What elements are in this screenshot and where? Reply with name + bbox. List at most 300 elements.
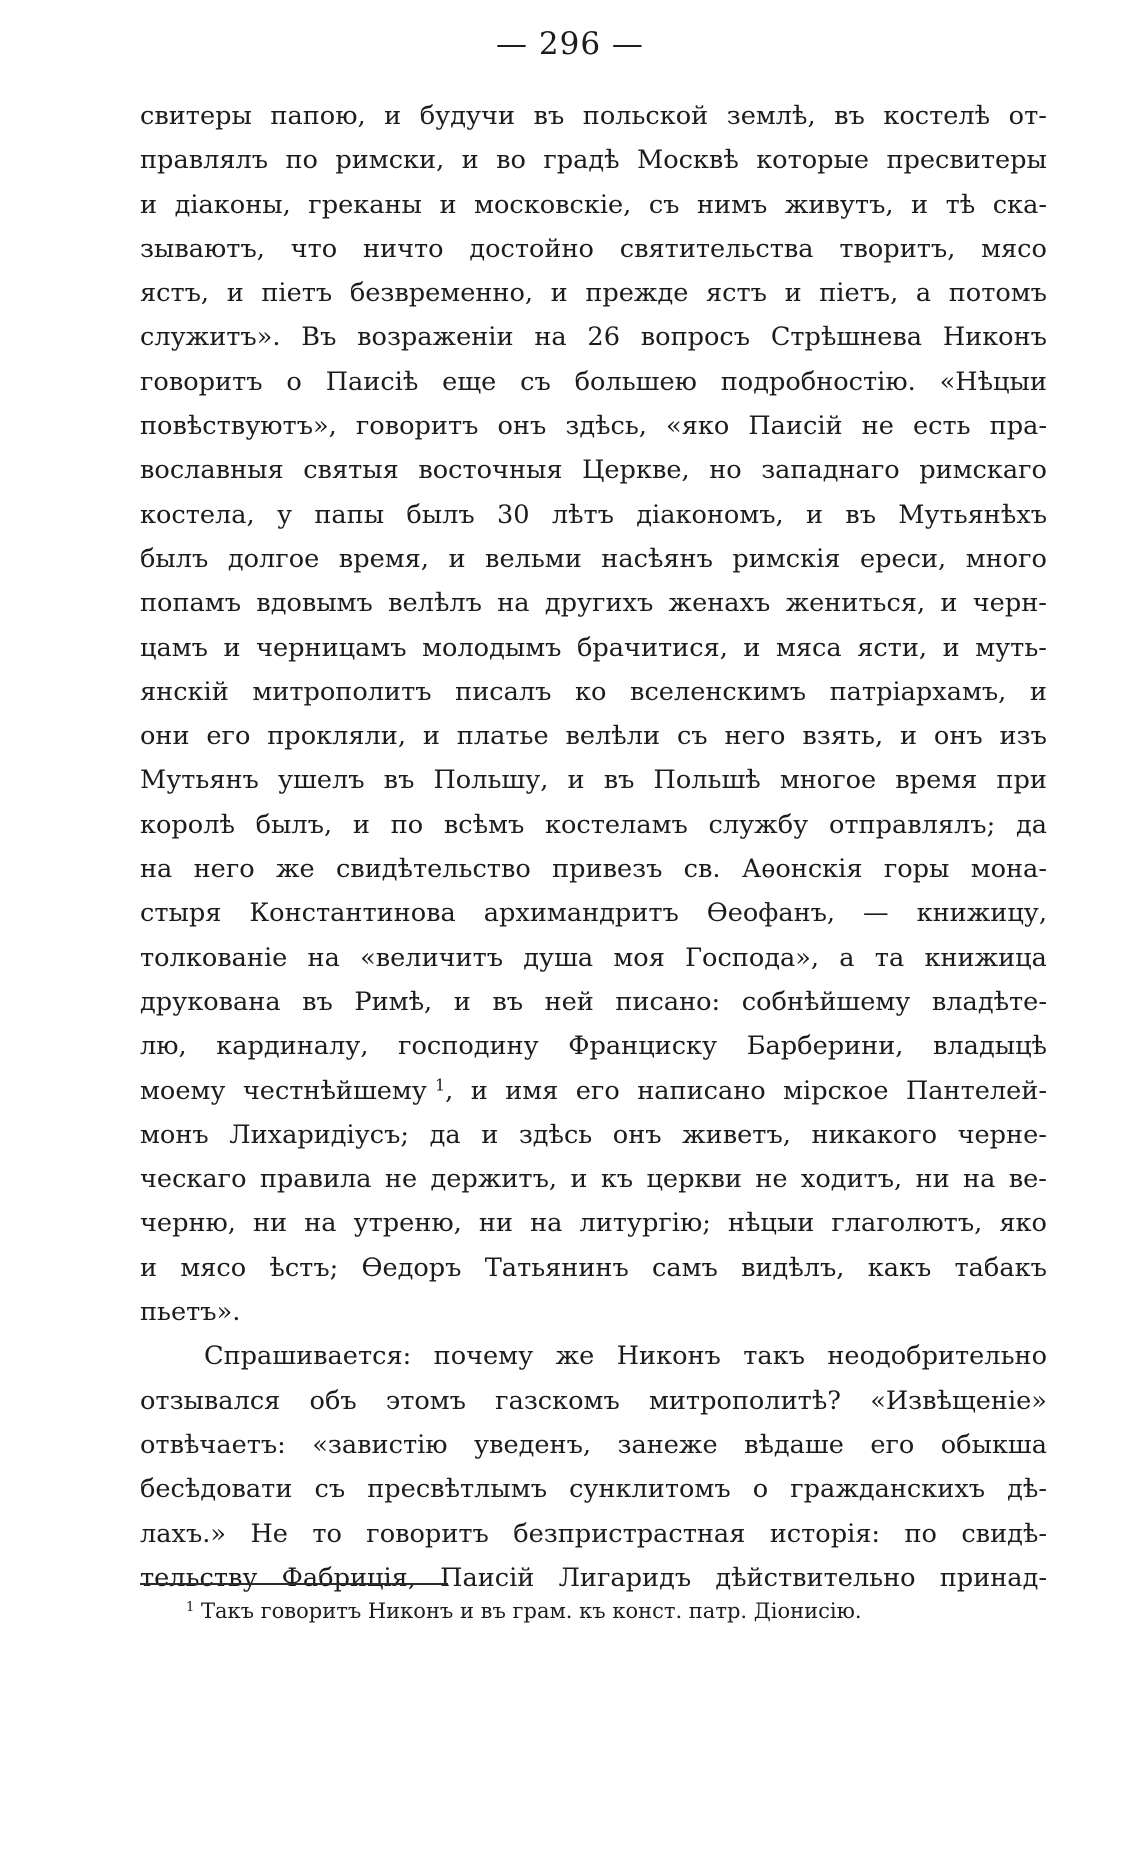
word: мірское: [783, 1075, 889, 1106]
word: попамъ: [140, 588, 241, 619]
text-line: [140, 138, 1047, 182]
word: его: [870, 1429, 915, 1460]
word: съ: [676, 721, 708, 752]
word: его: [575, 1075, 620, 1106]
word: на: [530, 1208, 563, 1239]
word: нимъ: [697, 189, 768, 220]
word: подробностію.: [720, 366, 916, 397]
word: на: [497, 588, 530, 619]
word: греканы: [308, 189, 422, 220]
word: такъ: [743, 1341, 805, 1372]
word: Не: [250, 1518, 288, 1549]
text-line: [140, 1113, 1047, 1157]
word: гражданскихъ: [790, 1474, 986, 1505]
word: вославныя: [140, 455, 284, 486]
word: Аѳонскія: [741, 854, 863, 885]
word: Никонъ: [616, 1341, 721, 1372]
word: отправлялъ;: [828, 809, 996, 840]
word: мясо: [981, 233, 1047, 264]
word: Спрашивается:: [204, 1341, 412, 1372]
word: ясти,: [857, 632, 928, 663]
word: время,: [338, 543, 429, 574]
word: Въ: [301, 322, 337, 353]
word: Паисій: [440, 1562, 535, 1593]
word: него: [724, 721, 786, 752]
word: Мутьянѣхъ: [898, 499, 1047, 530]
word: другихъ: [544, 588, 654, 619]
word: діаконы,: [174, 189, 291, 220]
word: на: [534, 322, 567, 353]
word: видѣлъ,: [741, 1252, 845, 1283]
word: «завистію: [312, 1429, 448, 1460]
word: въ: [383, 765, 415, 796]
word: платье: [456, 721, 549, 752]
text-line: [140, 891, 1047, 935]
word: въ: [603, 765, 635, 796]
text-line: [140, 1467, 1047, 1511]
word: велѣлъ: [388, 588, 482, 619]
footnote: [186, 1596, 862, 1626]
body-text: [140, 94, 1047, 1600]
word: ве-: [1008, 1164, 1047, 1195]
word: онъ: [612, 1119, 662, 1150]
word: на: [304, 1208, 337, 1239]
word: ни: [478, 1208, 513, 1239]
word: въ: [302, 986, 333, 1017]
word: не: [755, 1164, 788, 1195]
text-line: [140, 1379, 1047, 1423]
word: свидѣтельство: [335, 854, 531, 885]
word: во: [496, 145, 526, 176]
word: лю,: [140, 1031, 187, 1062]
word: и: [911, 189, 929, 220]
word: газскомъ: [495, 1385, 620, 1416]
word: написано: [637, 1075, 766, 1106]
word: долгое: [227, 543, 320, 574]
word: при: [996, 765, 1047, 796]
word: изъ: [999, 721, 1047, 752]
word: и: [940, 588, 958, 619]
word: говоритъ: [355, 411, 479, 442]
word: Стрѣшнева: [770, 322, 923, 353]
word: римскаго: [919, 455, 1047, 486]
word: 26: [587, 322, 620, 353]
text-line: [140, 493, 1047, 537]
word: Фабриція,: [281, 1562, 416, 1593]
word: святительства: [619, 233, 814, 264]
word: черн-: [972, 588, 1047, 619]
word: правлялъ: [140, 145, 269, 176]
word: мясо: [180, 1252, 247, 1283]
footnote-reference: 1: [435, 1074, 446, 1094]
text-line: [140, 803, 1047, 847]
word: занеже: [617, 1429, 718, 1460]
word: жениться,: [785, 588, 926, 619]
word: горы: [883, 854, 950, 885]
word: дѣйствительно: [715, 1562, 916, 1593]
word: говоритъ: [366, 1518, 489, 1549]
word: привезъ: [552, 854, 663, 885]
word: на: [140, 854, 173, 885]
text-line: [140, 980, 1047, 1024]
text-line: пьетъ».: [140, 1297, 241, 1328]
word: да: [429, 1119, 461, 1150]
word: и: [550, 278, 568, 309]
word: и: [942, 632, 960, 663]
word: «яко: [666, 411, 730, 442]
word: землѣ,: [726, 101, 816, 131]
word: пресвѣтлымъ: [367, 1474, 547, 1505]
word: безвременно,: [349, 278, 534, 309]
word: и: [481, 1119, 499, 1150]
word: что: [290, 233, 338, 264]
word: былъ,: [255, 809, 333, 840]
word: Пантелей-: [905, 1075, 1047, 1106]
word: въ: [492, 986, 524, 1017]
word: митрополитѣ?: [648, 1385, 841, 1416]
word: безпристрастная: [513, 1518, 746, 1549]
word: ческаго: [140, 1164, 247, 1195]
word: толкованіе: [140, 942, 288, 973]
word: достойно: [469, 233, 594, 264]
word: ска-: [992, 189, 1047, 220]
text-line: [140, 360, 1047, 404]
word: какъ: [867, 1252, 932, 1283]
word: о: [286, 366, 302, 397]
word: нѣцыи: [727, 1208, 815, 1239]
word: неодобрительно: [827, 1341, 1047, 1372]
word: не: [384, 1164, 418, 1195]
text-line-with-footnote-ref: [140, 1069, 1047, 1113]
word: брачитися,: [576, 632, 728, 663]
word: Польшу,: [433, 765, 549, 796]
word: западнаго: [761, 455, 900, 486]
word: утреню,: [353, 1208, 462, 1239]
word: черницамъ: [256, 632, 407, 663]
word: въ: [834, 101, 865, 131]
word: свитеры: [140, 101, 252, 131]
word: друкована: [140, 986, 281, 1017]
word: здѣсь,: [565, 411, 647, 442]
word: римски,: [335, 145, 445, 176]
word: моя: [613, 942, 665, 973]
word: него: [193, 854, 255, 885]
text-line: [140, 315, 1047, 359]
word: у: [276, 499, 293, 530]
word: будучи: [419, 101, 515, 131]
word: душа: [523, 942, 594, 973]
word: зываютъ,: [140, 233, 265, 264]
word: и: [461, 145, 479, 176]
text-line: [140, 537, 1047, 581]
word: и: [743, 632, 761, 663]
word: Польшѣ: [653, 765, 761, 796]
word: «величитъ: [360, 942, 504, 973]
word: патріархамъ,: [829, 676, 1007, 707]
word: ѣстъ;: [269, 1252, 339, 1283]
word: мона-: [970, 854, 1047, 885]
word: не: [861, 411, 894, 442]
word: и: [422, 721, 440, 752]
word: и: [140, 1252, 158, 1283]
footnote-text: Такъ говоритъ Никонъ и въ грам. къ конст. патр. Діонисію.: [200, 1599, 862, 1623]
word: градѣ: [543, 145, 620, 176]
word: Ѳеофанъ,: [706, 898, 836, 929]
word: ушелъ: [277, 765, 365, 796]
word: говоритъ: [140, 366, 263, 397]
word: и: [384, 101, 402, 131]
word: сунклитомъ: [569, 1474, 731, 1505]
word: же: [275, 854, 315, 885]
word: господину: [398, 1031, 539, 1062]
word: піетъ: [261, 278, 333, 309]
word: службу: [708, 809, 809, 840]
word: польской: [582, 101, 709, 131]
word: въ: [845, 499, 876, 530]
word: и: [226, 278, 244, 309]
word: по: [390, 809, 424, 840]
word: здѣсь: [518, 1119, 593, 1150]
word: табакъ: [954, 1252, 1047, 1283]
word: и: [899, 721, 918, 752]
text-line: [140, 1556, 1047, 1600]
word: писано:: [615, 986, 721, 1017]
word: глаголютъ,: [831, 1208, 983, 1239]
word: цамъ: [140, 632, 208, 663]
text-line: [140, 1423, 1047, 1467]
word: обыкша: [940, 1429, 1047, 1460]
word: піетъ,: [819, 278, 899, 309]
word: мяса: [776, 632, 842, 663]
word: 30: [496, 499, 530, 530]
word: книжицу,: [916, 898, 1047, 929]
word: потомъ: [948, 278, 1047, 309]
word: пресвитеры: [886, 145, 1047, 176]
word: московскіе,: [474, 189, 632, 220]
word: и: [1029, 676, 1047, 707]
word: и: [352, 809, 370, 840]
word: то: [312, 1518, 342, 1549]
word: церкви: [646, 1164, 742, 1195]
word: и: [448, 543, 466, 574]
word: молодымъ: [422, 632, 562, 663]
word: съ: [520, 366, 551, 397]
word: св.: [683, 854, 721, 885]
word: есть: [912, 411, 971, 442]
word: папою,: [270, 101, 366, 131]
word: вопросъ: [640, 322, 751, 353]
word: на: [963, 1164, 996, 1195]
word: римскія: [732, 543, 841, 574]
word: свидѣ-: [961, 1518, 1047, 1549]
word: честнѣйшему $^1$,: [242, 1074, 454, 1106]
word: Паисіѣ: [325, 366, 419, 397]
word: пра-: [989, 411, 1047, 442]
word: Господа»,: [685, 942, 820, 973]
word: еще: [442, 366, 497, 397]
word: и: [570, 1164, 588, 1195]
word: архимандритъ: [483, 898, 679, 929]
word: ни: [915, 1164, 950, 1195]
page-number: — 296 —: [496, 26, 644, 62]
word: Татьянинъ: [484, 1252, 629, 1283]
text-line: [140, 626, 1047, 670]
text-line: [140, 847, 1047, 891]
word: и: [223, 632, 241, 663]
word: съ: [648, 189, 680, 220]
word: велѣли: [565, 721, 661, 752]
word: по: [904, 1518, 937, 1549]
word: собнѣйшему: [741, 986, 911, 1017]
word: его: [206, 721, 251, 752]
word: повѣствуютъ»,: [140, 411, 337, 442]
word: много: [965, 543, 1047, 574]
word: съ: [314, 1474, 346, 1505]
word: исторія:: [769, 1518, 881, 1549]
word: Лихаридіусъ;: [229, 1119, 410, 1150]
word: почему: [433, 1341, 534, 1372]
word: яко: [999, 1208, 1047, 1239]
word: янскій: [140, 676, 229, 707]
word: творитъ,: [839, 233, 956, 264]
word: та: [874, 942, 905, 973]
text-line: [140, 1512, 1047, 1556]
word: и: [470, 1075, 488, 1106]
word: костелѣ: [883, 101, 991, 131]
word: костела,: [140, 499, 255, 530]
word: Ѳедоръ: [361, 1252, 462, 1283]
word: они: [140, 721, 190, 752]
word: отвѣчаетъ:: [140, 1429, 286, 1460]
word: владыцѣ: [933, 1031, 1047, 1062]
word: къ: [600, 1164, 634, 1195]
word: вельми: [485, 543, 582, 574]
word: большею: [574, 366, 697, 397]
word: Константинова: [249, 898, 456, 929]
text-line: [140, 404, 1047, 448]
word: но: [709, 455, 742, 486]
word: уведенъ,: [474, 1429, 592, 1460]
word: держитъ,: [430, 1164, 557, 1195]
word: принад-: [939, 1562, 1047, 1593]
word: святыя: [303, 455, 399, 486]
word: ко: [575, 676, 607, 707]
text-line: [140, 936, 1047, 980]
word: муть-: [975, 632, 1047, 663]
word: восточныя: [418, 455, 563, 486]
word: костеламъ: [545, 809, 688, 840]
word: от-: [1008, 101, 1047, 131]
word: «Извѣщеніе»: [870, 1385, 1047, 1416]
word: вдовымъ: [256, 588, 373, 619]
text-line: [140, 448, 1047, 492]
word: живетъ,: [682, 1119, 791, 1150]
word: бесѣдовати: [140, 1474, 293, 1505]
word: Франциску: [568, 1031, 718, 1062]
word: Никонъ: [942, 322, 1047, 353]
word: ястъ: [706, 278, 767, 309]
word: былъ: [140, 543, 209, 574]
word: тельству: [140, 1562, 258, 1593]
word: моему: [140, 1075, 226, 1106]
footnote-marker: 1: [186, 1599, 195, 1615]
word: по: [285, 145, 318, 176]
text-line: [140, 1334, 1047, 1378]
text-line: [140, 1157, 1047, 1201]
word: кардиналу,: [216, 1031, 369, 1062]
word: отзывался: [140, 1385, 281, 1416]
word: ястъ,: [140, 278, 210, 309]
word: «Нѣцыи: [939, 366, 1047, 397]
footnote-divider: [140, 1583, 448, 1585]
word: и: [805, 499, 823, 530]
word: имя: [505, 1075, 559, 1106]
word: объ: [309, 1385, 357, 1416]
word: лѣтъ: [551, 499, 614, 530]
word: Церкве,: [582, 455, 690, 486]
word: въ: [533, 101, 565, 131]
word: ни: [253, 1208, 288, 1239]
text-line: [140, 714, 1047, 758]
word: вселенскимъ: [630, 676, 806, 707]
word: черне-: [957, 1119, 1047, 1150]
text-line: [140, 1201, 1047, 1245]
word: а: [839, 942, 855, 973]
word: которые: [756, 145, 870, 176]
word: на: [307, 942, 340, 973]
word: тѣ: [945, 189, 976, 220]
word: онъ: [497, 411, 547, 442]
text-line: [140, 581, 1047, 625]
word: правила: [259, 1164, 372, 1195]
word: —: [863, 898, 889, 929]
word: стыря: [140, 898, 222, 929]
word: лахъ.»: [140, 1518, 227, 1549]
word: насѣянъ: [601, 543, 713, 574]
word: Паисій: [748, 411, 843, 442]
word: монъ: [140, 1119, 209, 1150]
word: писалъ: [455, 676, 552, 707]
text-line: [140, 758, 1047, 802]
word: и: [567, 765, 585, 796]
word: а: [915, 278, 932, 309]
text-line: [140, 1246, 1047, 1290]
word: же: [555, 1341, 595, 1372]
word: и: [784, 278, 802, 309]
word: да: [1015, 809, 1047, 840]
word: митрополитъ: [252, 676, 432, 707]
word: и: [453, 986, 471, 1017]
word: ереси,: [859, 543, 947, 574]
text-line: [140, 1024, 1047, 1068]
word: папы: [314, 499, 385, 530]
word: владѣте-: [931, 986, 1047, 1017]
word: литургію;: [579, 1208, 711, 1239]
word: всѣмъ: [443, 809, 525, 840]
word: ней: [544, 986, 594, 1017]
word: и: [439, 189, 457, 220]
word: многое: [779, 765, 877, 796]
word: онъ: [933, 721, 983, 752]
word: женахъ: [668, 588, 771, 619]
word: этомъ: [385, 1385, 466, 1416]
word: возраженіи: [357, 322, 514, 353]
text-line: [140, 670, 1047, 714]
word: ничто: [362, 233, 444, 264]
text-line: [140, 271, 1047, 315]
word: время: [895, 765, 978, 796]
word: дѣ-: [1007, 1474, 1047, 1505]
